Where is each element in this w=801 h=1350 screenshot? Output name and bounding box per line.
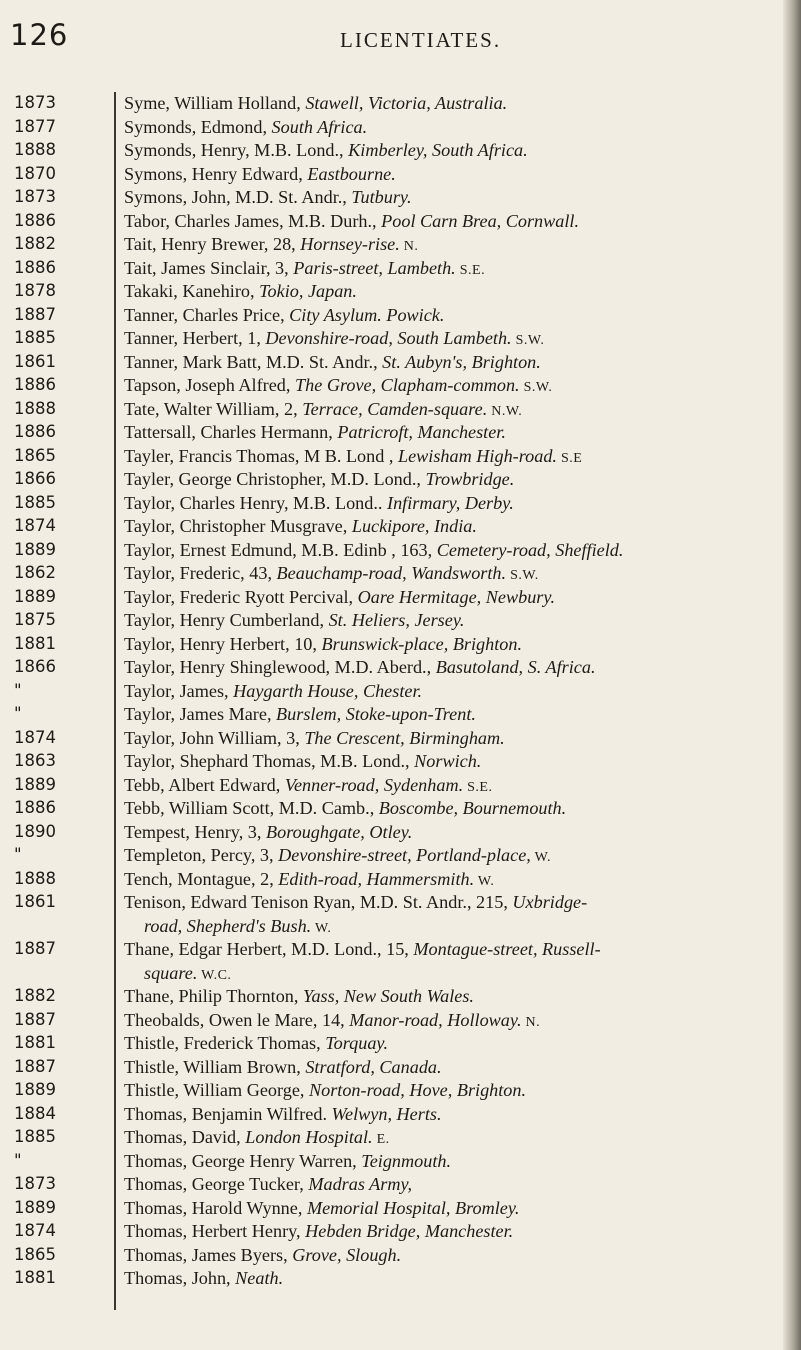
entry-place: Trowbridge. [425,469,515,489]
entry-name: Symonds, Edmond, [124,116,272,137]
entry-year: 1873 [14,1174,56,1193]
entry-year: 1885 [14,328,56,347]
entry-text [84,1104,790,1128]
entry-text [84,446,790,470]
entry-name: Thomas, David, [124,1127,246,1147]
entry-place: Lewisham High-road. [397,445,557,466]
entry-year: 1861 [14,892,56,911]
running-head: LICENTIATES. [340,28,502,52]
entry-text [84,798,790,822]
entry-year: 1889 [14,774,56,794]
entry-text [84,399,790,423]
entry-name: Thomas, Herbert Henry, [124,1221,306,1241]
entry-year: 1863 [14,751,56,770]
entry-name: Taylor, James, [124,680,234,701]
entry-year: 1870 [14,163,56,183]
list-item [0,1221,790,1245]
entry-year: 1887 [14,939,56,958]
entry-place: Edith-road, Hammersmith. [278,868,475,889]
list-item [0,446,790,470]
entry-text [84,1057,790,1081]
entry-text [84,540,790,564]
entry-year: 1882 [14,234,56,253]
entry-place: Welwyn, Herts. [331,1103,442,1124]
entry-name: Taylor, Ernest Edmund, M.B. Edinb , 163, [124,539,437,560]
entry-year: 1885 [14,492,56,512]
entry-place: Norwich. [414,751,482,771]
entry-place: The Grove, Clapham-common. [294,375,520,395]
entry-district: W. [530,850,552,865]
entry-name: Tait, James Sinclair, 3, [124,257,294,278]
entry-year: " [14,845,22,864]
entry-name: Thistle, William Brown, [124,1056,306,1077]
entry-year: 1881 [14,1268,56,1287]
entry-place: Beauchamp-road, Wandsworth. [276,563,507,583]
entry-place: Cemetery-road, Sheffield. [436,539,624,560]
entry-year: 1887 [14,1056,56,1076]
entry-name: Tempest, Henry, 3, [124,821,266,842]
list-item [0,587,790,611]
entry-place: London Hospital. [245,1127,373,1147]
entry-name: Taylor, Frederic, 43, [124,563,277,583]
entry-place: Eastbourne. [307,163,396,184]
entry-text [84,234,790,258]
entry-text [84,281,790,305]
entry-place: Oare Hermitage, Newbury. [357,586,555,607]
entry-year: 1881 [14,633,56,653]
entry-name: Tanner, Herbert, 1, [124,328,266,348]
entry-text [84,352,790,376]
entry-name: Tattersall, Charles Hermann, [124,422,338,442]
list-item [0,234,790,258]
entry-text [84,1245,790,1269]
entry-text [84,328,790,352]
entry-place: St. Aubyn's, Brighton. [382,351,541,372]
entry-text [84,775,790,799]
entry-district: S.E. [455,262,486,278]
entry-name: Symons, Henry Edward, [124,163,308,184]
list-item [0,164,790,188]
list-item [0,869,790,893]
entry-place: Manor-road, Holloway. [349,1009,522,1030]
entry-year: 1865 [14,1244,56,1264]
list-item [0,328,790,352]
entry-year: 1875 [14,610,56,629]
entry-year: 1886 [14,210,56,230]
list-item [0,352,790,376]
list-item [0,939,790,963]
entry-text [84,657,790,681]
entry-year: 1884 [14,1103,56,1123]
list-item [0,540,790,564]
entry-place: Pool Carn Brea, Cornwall. [381,210,580,231]
entry-name: Tench, Montague, 2, [124,868,279,889]
list-item [0,258,790,282]
entry-text [84,1151,790,1175]
entry-place: Tutbury. [351,187,412,207]
entry-text [84,211,790,235]
entry-place: Norton-road, Hove, Brighton. [308,1080,527,1100]
entry-place: Teignmouth. [361,1150,452,1171]
entry-text [84,563,790,587]
entry-year: 1886 [14,257,56,277]
entry-place: Tokio, Japan. [259,281,357,301]
entry-year: 1887 [14,1009,56,1029]
list-item [0,140,790,164]
entry-name: Symons, John, M.D. St. Andr., [124,187,352,207]
entry-name: Taylor, Henry Cumberland, [124,610,329,630]
entry-year: 1886 [14,375,56,394]
entry-district: N. [399,239,419,254]
list-item [0,1245,790,1269]
entry-text [84,117,790,141]
entry-place: Boroughgate, Otley. [266,821,413,842]
entry-text [84,469,790,493]
entry-text [84,1268,790,1292]
list-item [0,986,790,1010]
entry-place: Terrace, Camden-square. [302,398,488,419]
entry-place: Hornsey-rise. [300,234,400,254]
entry-name: Tenison, Edward Tenison Ryan, M.D. St. Andr., 215, [124,892,513,912]
entry-name: Tebb, Albert Edward, [124,774,285,795]
entry-name: Theobalds, Owen le Mare, 14, [124,1009,350,1030]
entry-text [84,258,790,282]
entry-year: 1861 [14,351,56,371]
entry-year: 1878 [14,281,56,300]
entry-name: Tate, Walter William, 2, [124,398,303,419]
list-item [0,1151,790,1175]
entry-name: Thane, Edgar Herbert, M.D. Lond., 15, [124,939,414,959]
entry-name: Taylor, John William, 3, [124,727,305,748]
entry-place: The Crescent, Birmingham. [304,727,505,748]
list-item [0,1268,790,1292]
entry-district: W. [311,920,332,936]
entry-place: City Asylum. Powick. [289,304,445,325]
list-item [0,681,790,705]
entry-place: Grove, Slough. [292,1244,402,1265]
entry-year: 1882 [14,986,56,1005]
entry-place: Basutoland, S. Africa. [435,657,596,677]
entry-name: Tanner, Mark Batt, M.D. St. Andr., [124,351,383,372]
entry-year: 1886 [14,798,56,817]
entry-place: Stawell, Victoria, Australia. [305,93,508,113]
entry-year: 1888 [14,140,56,159]
entry-text [84,1198,790,1222]
entry-text [84,140,790,164]
entry-place: Devonshire-street, Portland-place, [278,845,531,865]
list-item [0,657,790,681]
entry-name: Thomas, George Tucker, [124,1174,309,1194]
entry-name: Thomas, Benjamin Wilfred. [124,1103,332,1124]
entry-year: 1873 [14,187,56,206]
list-item [0,1127,790,1151]
entry-text [84,516,790,540]
list-item [0,117,790,141]
entry-text [84,822,790,846]
list-item [0,728,790,752]
list-item [0,1080,790,1104]
list-item [0,493,790,517]
entry-text [84,845,790,869]
list-item [0,751,790,775]
entry-place: Memorial Hospital, Bromley. [306,1197,520,1218]
entry-place: Madras Army, [308,1174,413,1194]
entry-year: 1889 [14,1080,56,1099]
list-item [0,211,790,235]
entry-text [84,1080,790,1104]
entry-text [84,869,790,893]
entry-text [84,1010,790,1034]
entry-year: " [14,680,22,700]
list-item [0,798,790,822]
entry-name: Syme, William Holland, [124,93,306,113]
list-item [0,845,790,869]
entry-name: Taylor, Charles Henry, M.B. Lond.. [124,492,388,513]
list-item [0,1057,790,1081]
entry-name: Taylor, James Mare, [124,704,277,724]
entry-text [84,187,790,211]
list-item [0,610,790,634]
entry-name: Templeton, Percy, 3, [124,845,279,865]
entry-name: Thomas, Harold Wynne, [124,1197,307,1218]
entry-district: N. [521,1014,541,1030]
entry-name: Thomas, James Byers, [124,1244,293,1265]
entry-name: Tabor, Charles James, M.B. Durh., [124,210,382,231]
entry-text [84,493,790,517]
entry-text [84,986,790,1010]
entry-text [84,634,790,658]
entry-place: Luckipore, India. [351,516,477,536]
entry-name: Takaki, Kanehiro, [124,281,260,301]
list-item [0,422,790,446]
list-item [0,1198,790,1222]
entry-year: 1874 [14,1221,56,1240]
entry-name: Taylor, Shephard Thomas, M.B. Lond., [124,751,415,771]
entry-district: S.E [556,450,583,466]
entry-place: Patricroft, Manchester. [337,422,506,442]
entry-text [84,93,790,117]
list-item-continuation [0,916,790,940]
entry-year: 1874 [14,516,56,535]
list-item [0,775,790,799]
entry-district: W. [474,873,495,889]
entry-year: " [14,704,22,723]
entry-place: Devonshire-road, South Lambeth. [265,328,512,348]
entry-place: Venner-road, Sydenham. [284,774,464,795]
entry-name: Thistle, Frederick Thomas, [124,1033,326,1053]
entry-text [84,939,790,963]
list-item [0,822,790,846]
entry-name: Tapson, Joseph Alfred, [124,375,295,395]
entry-year: 1890 [14,821,56,841]
entry-year: 1886 [14,422,56,441]
entry-name: Thane, Philip Thornton, [124,986,303,1006]
entry-text [84,1127,790,1151]
entry-name: Thomas, George Henry Warren, [124,1150,362,1171]
entry-text [84,422,790,446]
list-item [0,375,790,399]
entry-place: Neath. [235,1268,284,1288]
list-item [0,563,790,587]
entry-year: 1874 [14,727,56,747]
list-item [0,634,790,658]
entry-name: Tanner, Charles Price, [124,304,290,325]
entry-place: Uxbridge- [512,892,588,912]
entry-place: St. Heliers, Jersey. [328,610,465,630]
entry-year: 1888 [14,398,56,418]
page-header [0,18,801,58]
entry-year: 1862 [14,563,56,582]
entry-text [84,610,790,634]
entry-place: Montague-street, Russell- [413,939,601,959]
entry-text [84,375,790,399]
entry-place: Yass, New South Wales. [303,986,474,1006]
entry-year: 1877 [14,116,56,136]
list-item [0,281,790,305]
entry-name: Taylor, Henry Shinglewood, M.D. Aberd., [124,657,436,677]
entry-name: Tayler, George Christopher, M.D. Lond., [124,469,426,489]
entry-text [84,305,790,329]
entry-name: Taylor, Frederic Ryott Percival, [124,586,358,607]
entry-place: Brunswick-place, Brighton. [321,633,523,654]
entry-year: " [14,1150,22,1170]
entry-place-continued: square. [144,962,198,983]
entry-year: 1888 [14,868,56,888]
entry-place: Infirmary, Derby. [387,492,514,513]
entry-year: 1889 [14,1197,56,1217]
list-item [0,892,790,916]
entry-year: 1889 [14,539,56,559]
entry-name: Taylor, Henry Herbert, 10, [124,633,322,654]
entry-text [84,704,790,728]
page-number: 126 [10,18,69,52]
entry-name: Tayler, Francis Thomas, M B. Lond , [124,445,398,466]
entry-name: Tebb, William Scott, M.D. Camb., [124,798,379,818]
entry-place: Hebden Bridge, Manchester. [305,1221,514,1241]
entry-name: Tait, Henry Brewer, 28, [124,234,301,254]
entry-district: N.W. [487,403,523,419]
list-item [0,1010,790,1034]
entry-place: South Africa. [271,116,368,137]
entry-year: 1866 [14,469,56,488]
entry-district: S.W. [506,568,539,583]
entry-place: Kimberley, South Africa. [348,140,528,160]
list-item [0,1174,790,1198]
entry-text [84,751,790,775]
entry-place: Haygarth House, Chester. [233,680,423,701]
entry-name: Thistle, William George, [124,1080,309,1100]
entry-text [84,681,790,705]
list-item [0,1104,790,1128]
list-item [0,93,790,117]
entry-text [84,892,790,916]
entry-text [84,1221,790,1245]
list-item [0,399,790,423]
entry-text [84,587,790,611]
entry-place: Burslem, Stoke-upon-Trent. [276,704,476,724]
entry-district: W.C. [197,967,232,983]
entry-text [84,1033,790,1057]
entry-name: Symonds, Henry, M.B. Lond., [124,140,349,160]
entry-district: S.E. [463,779,493,795]
entry-place: Boscombe, Bournemouth. [378,798,567,818]
entry-text [84,728,790,752]
entry-list [0,93,790,1292]
list-item [0,704,790,728]
entry-district: S.W. [519,380,553,395]
list-item [0,516,790,540]
entry-year: 1889 [14,586,56,606]
entry-place-continued: road, Shepherd's Bush. [144,915,312,936]
entry-place: Torquay. [325,1033,389,1053]
list-item [0,187,790,211]
list-item [0,1033,790,1057]
entry-year: 1866 [14,657,56,676]
list-item [0,469,790,493]
entry-text [84,164,790,188]
entry-year: 1873 [14,93,56,112]
list-item [0,305,790,329]
entry-name: Thomas, John, [124,1268,236,1288]
entry-year: 1865 [14,445,56,465]
entry-year: 1885 [14,1127,56,1146]
entry-place: Paris-street, Lambeth. [293,257,456,278]
list-item-continuation [0,963,790,987]
entry-district: E. [372,1132,390,1147]
entry-text [84,1174,790,1198]
entry-year: 1887 [14,304,56,324]
entry-place: Stratford, Canada. [305,1056,442,1077]
entry-name: Taylor, Christopher Musgrave, [124,516,352,536]
entry-district: S.W. [511,333,545,348]
entry-year: 1881 [14,1033,56,1052]
